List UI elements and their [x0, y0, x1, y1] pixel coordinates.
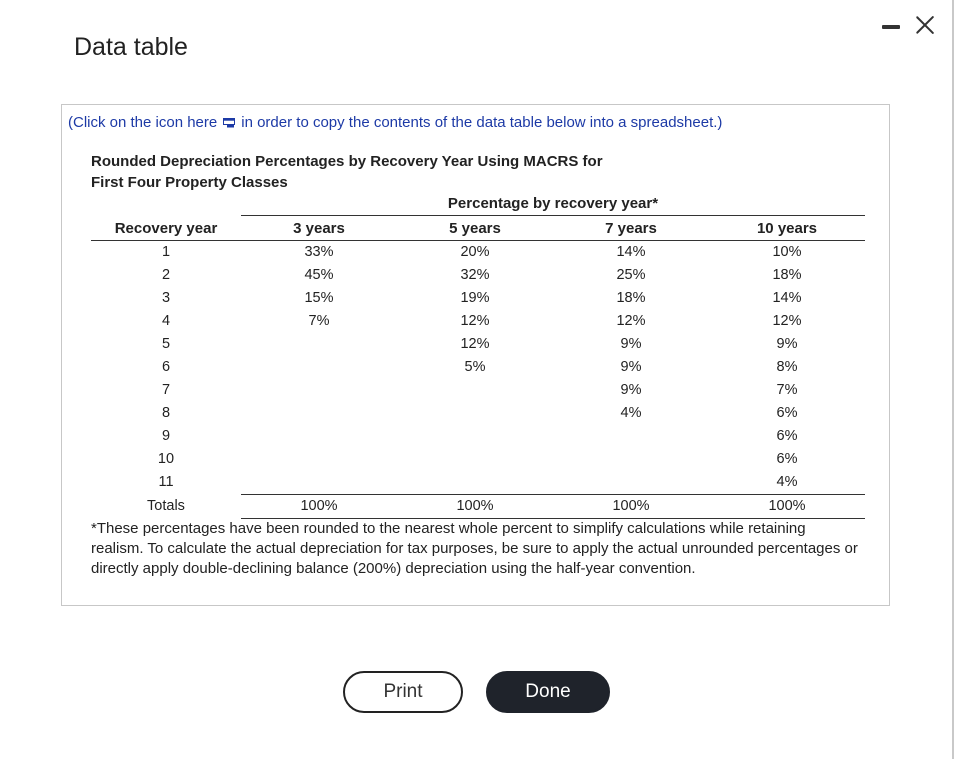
percentage-cell: 25% [616, 267, 646, 283]
percentage-cell: 7% [776, 382, 798, 398]
percentage-cell: 12% [460, 336, 490, 352]
percentage-cell: 9% [620, 359, 642, 375]
copy-table-icon[interactable] [223, 115, 235, 125]
copy-instructions [68, 114, 722, 131]
recovery-year-cell: 10 [157, 451, 175, 467]
percentage-cell [397, 448, 553, 471]
table-footnote: *These percentages have been rounded to the nearest whole percent to simplify calculations while retaining realism. To calculate the actual depreciation for tax purposes, be sure to apply the actual unrounded percentages or directly apply double-declining balance (200%) depreciation using the half-year convention. [91, 520, 858, 577]
percentage-cell [397, 471, 553, 495]
done-button[interactable]: Done [486, 671, 610, 713]
table-row [91, 425, 865, 448]
table-row [91, 448, 865, 471]
percentage-cell: 10% [772, 244, 802, 260]
percentage-cell [241, 333, 397, 356]
total-cell: 100% [709, 495, 865, 519]
percentage-cell [241, 471, 397, 495]
percentage-cell: 32% [460, 267, 490, 283]
recovery-year-cell: 9 [161, 428, 171, 444]
percentage-cell: 19% [460, 290, 490, 306]
recovery-year-cell: 4 [161, 313, 171, 329]
close-icon[interactable] [914, 14, 936, 36]
percentage-cell: 6% [776, 405, 798, 421]
percentage-cell: 45% [304, 267, 334, 283]
copy-note-before: (Click on the icon here [68, 114, 218, 131]
recovery-year-cell: 3 [161, 290, 171, 306]
table-header-row [91, 217, 865, 241]
table-row [91, 471, 865, 495]
copy-note-after: in order to copy the contents of the data table below into a spreadsheet.) [241, 114, 723, 131]
table-row [91, 264, 865, 287]
percentage-cell: 18% [616, 290, 646, 306]
percentage-cell [241, 402, 397, 425]
percentage-cell: 14% [772, 290, 802, 306]
percentage-cell: 15% [304, 290, 334, 306]
recovery-year-cell: 11 [158, 474, 174, 491]
recovery-year-cell: 6 [161, 359, 171, 375]
percentage-cell: 33% [304, 244, 334, 260]
table-row [91, 356, 865, 379]
table-row [91, 402, 865, 425]
column-header: Recovery year [91, 217, 241, 241]
table-row [91, 333, 865, 356]
total-cell: 100% [553, 495, 709, 519]
percentage-cell: 12% [616, 313, 646, 329]
recovery-year-cell: 1 [161, 244, 171, 260]
percentage-cell: 8% [776, 359, 798, 375]
percentage-cell [553, 448, 709, 471]
percentage-cell: 6% [776, 451, 798, 467]
percentage-cell: 12% [772, 313, 802, 329]
table-title-line1: Rounded Depreciation Percentages by Recovery Year Using MACRS for [91, 153, 603, 170]
table-row [91, 241, 865, 265]
percentage-cell: 12% [460, 313, 490, 329]
data-table-panel [61, 104, 890, 606]
minimize-icon[interactable] [882, 25, 900, 29]
recovery-year-cell: 7 [161, 382, 171, 398]
percentage-cell: 9% [776, 336, 798, 352]
recovery-year-cell: 5 [161, 336, 171, 352]
recovery-year-cell: 2 [161, 267, 171, 283]
recovery-year-cell: 8 [161, 405, 171, 421]
percentage-cell: 9% [620, 336, 642, 352]
percentage-cell: 9% [620, 382, 642, 398]
group-header: Percentage by recovery year* [447, 195, 659, 212]
percentage-cell [241, 448, 397, 471]
percentage-cell: 4% [620, 405, 642, 421]
percentage-cell: 20% [460, 244, 490, 260]
totals-row [91, 495, 865, 519]
table-title-line2: First Four Property Classes [91, 174, 288, 191]
percentage-cell [241, 425, 397, 448]
column-header: 7 years [553, 217, 709, 241]
print-button[interactable]: Print [343, 671, 463, 713]
percentage-cell [241, 356, 397, 379]
table-title [91, 151, 603, 193]
total-cell: 100% [241, 495, 397, 519]
percentage-cell [397, 425, 553, 448]
percentage-cell: 14% [616, 244, 646, 260]
column-header: 10 years [709, 217, 865, 241]
percentage-cell: 18% [772, 267, 802, 283]
column-header: 3 years [241, 217, 397, 241]
percentage-cell: 4% [709, 471, 865, 495]
percentage-cell: 6% [776, 428, 798, 444]
table-row [91, 310, 865, 333]
dialog-title: Data table [74, 33, 188, 61]
table-row [91, 379, 865, 402]
window-controls [882, 14, 936, 36]
percentage-cell [397, 402, 553, 425]
totals-label: Totals [147, 498, 185, 514]
group-header-rule [241, 215, 865, 216]
percentage-cell: 5% [464, 359, 486, 375]
percentage-cell [553, 425, 709, 448]
percentage-cell [241, 379, 397, 402]
total-cell: 100% [397, 495, 553, 519]
table-row [91, 287, 865, 310]
percentage-cell: 7% [308, 313, 330, 329]
percentage-cell [553, 471, 709, 495]
percentage-cell [397, 379, 553, 402]
column-header: 5 years [397, 217, 553, 241]
depreciation-table [91, 217, 865, 519]
